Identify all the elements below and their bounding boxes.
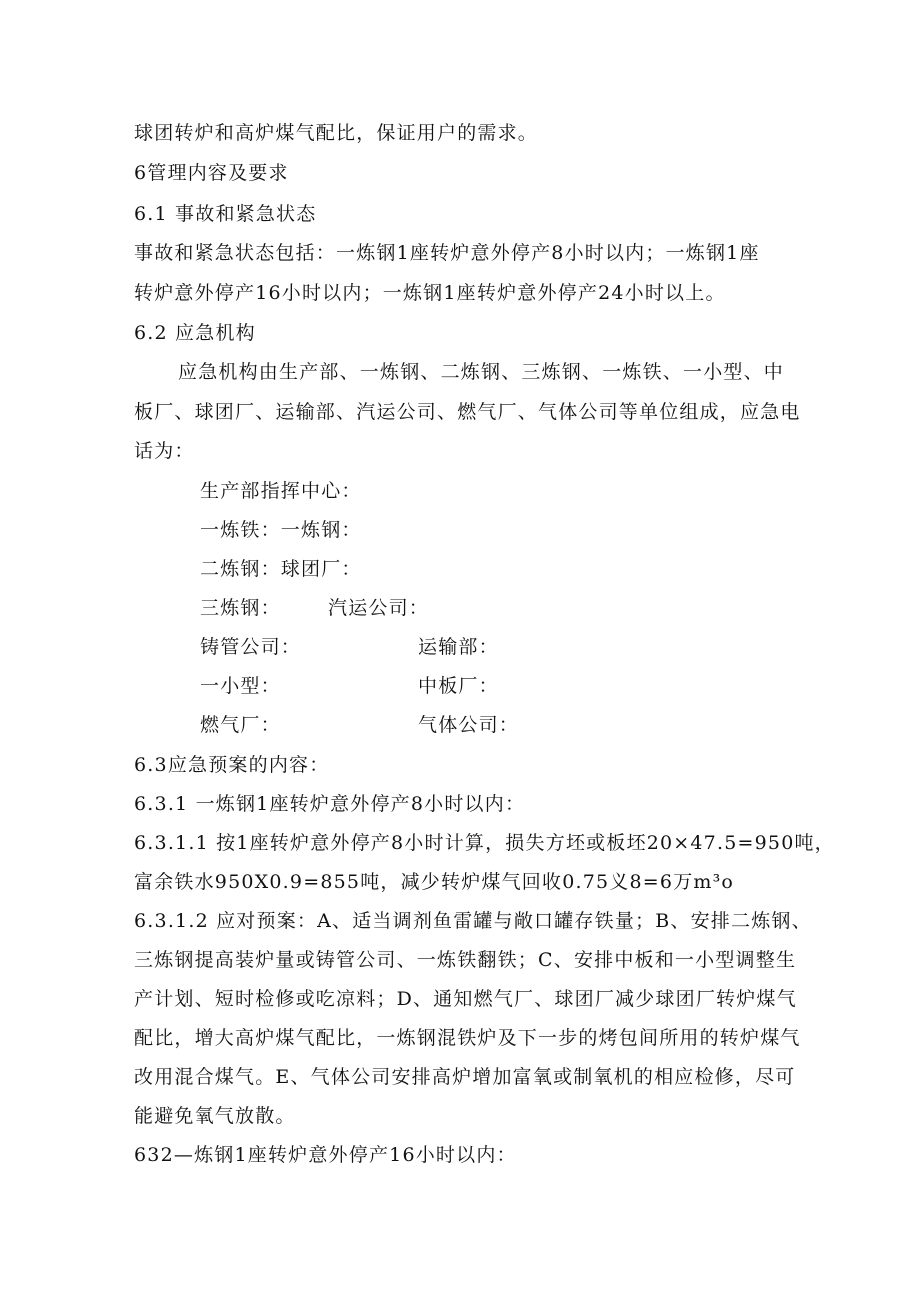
paragraph-line: 板厂、球团厂、运输部、汽运公司、燃气厂、气体公司等单位组成，应急电 [134, 401, 801, 423]
phone-entry: 中板厂： [418, 675, 499, 697]
phone-entry: 二炼钢：球团厂： [200, 558, 362, 580]
phone-entry: 一炼铁：一炼钢： [200, 519, 362, 541]
paragraph-line: 富余铁水950X0.9=855吨，减少转炉煤气回收0.75义8=6万m³o [134, 871, 735, 893]
paragraph-line: 转炉意外停产16小时以内；一炼钢1座转炉意外停产24小时以上。 [134, 282, 726, 304]
paragraph-line: 三炼钢提高装炉量或铸管公司、一炼铁翻铁；C、安排中板和一小型调整生 [134, 949, 797, 971]
paragraph-line: 配比，增大高炉煤气配比，一炼钢混铁炉及下一步的烤包间所用的转炉煤气 [134, 1027, 801, 1049]
paragraph-line: 事故和紧急状态包括：一炼钢1座转炉意外停产8小时以内；一炼钢1座 [134, 242, 760, 264]
paragraph-line: 产计划、短时检修或吃凉料；D、通知燃气厂、球团厂减少球团厂转炉煤气 [134, 988, 797, 1010]
paragraph-line: 6.3.1.2 应对预案：A、适当调剂鱼雷罐与敞口罐存铁量；B、安排二炼钢、 [134, 910, 812, 932]
phone-entry: 汽运公司： [328, 597, 430, 619]
section-heading-6-3-1: 6.3.1 一炼钢1座转炉意外停产8小时以内： [134, 793, 526, 815]
section-heading-6-3: 6.3应急预案的内容： [134, 754, 330, 776]
paragraph-line: 球团转炉和高炉煤气配比，保证用户的需求。 [134, 122, 539, 144]
phone-entry: 生产部指挥中心： [200, 480, 362, 502]
paragraph-line: 改用混合煤气。E、气体公司安排高炉增加富氧或制氧机的相应检修，尽可 [134, 1066, 796, 1088]
phone-entry: 铸管公司： [200, 636, 302, 658]
phone-entry: 燃气厂： [200, 714, 281, 736]
phone-entry: 气体公司： [418, 714, 520, 736]
section-heading-6: 6管理内容及要求 [134, 162, 289, 184]
paragraph-line: 6.3.1.1 按1座转炉意外停产8小时计算，损失方坯或板坯20×47.5=950吨， [134, 832, 835, 854]
phone-entry: 运输部： [418, 636, 499, 658]
paragraph-line: 应急机构由生产部、一炼钢、二炼钢、三炼钢、一炼铁、一小型、中 [178, 361, 785, 383]
phone-entry: 三炼钢： [200, 597, 281, 619]
paragraph-line: 话为： [134, 440, 195, 462]
paragraph-line: 能避免氧气放散。 [134, 1105, 296, 1127]
section-heading-6-2: 6.2 应急机构 [134, 322, 256, 344]
section-heading-6-1: 6.1 事故和紧急状态 [134, 203, 317, 225]
phone-entry: 一小型： [200, 675, 281, 697]
section-heading-6-3-2: 632—炼钢1座转炉意外停产16小时以内： [134, 1144, 517, 1166]
